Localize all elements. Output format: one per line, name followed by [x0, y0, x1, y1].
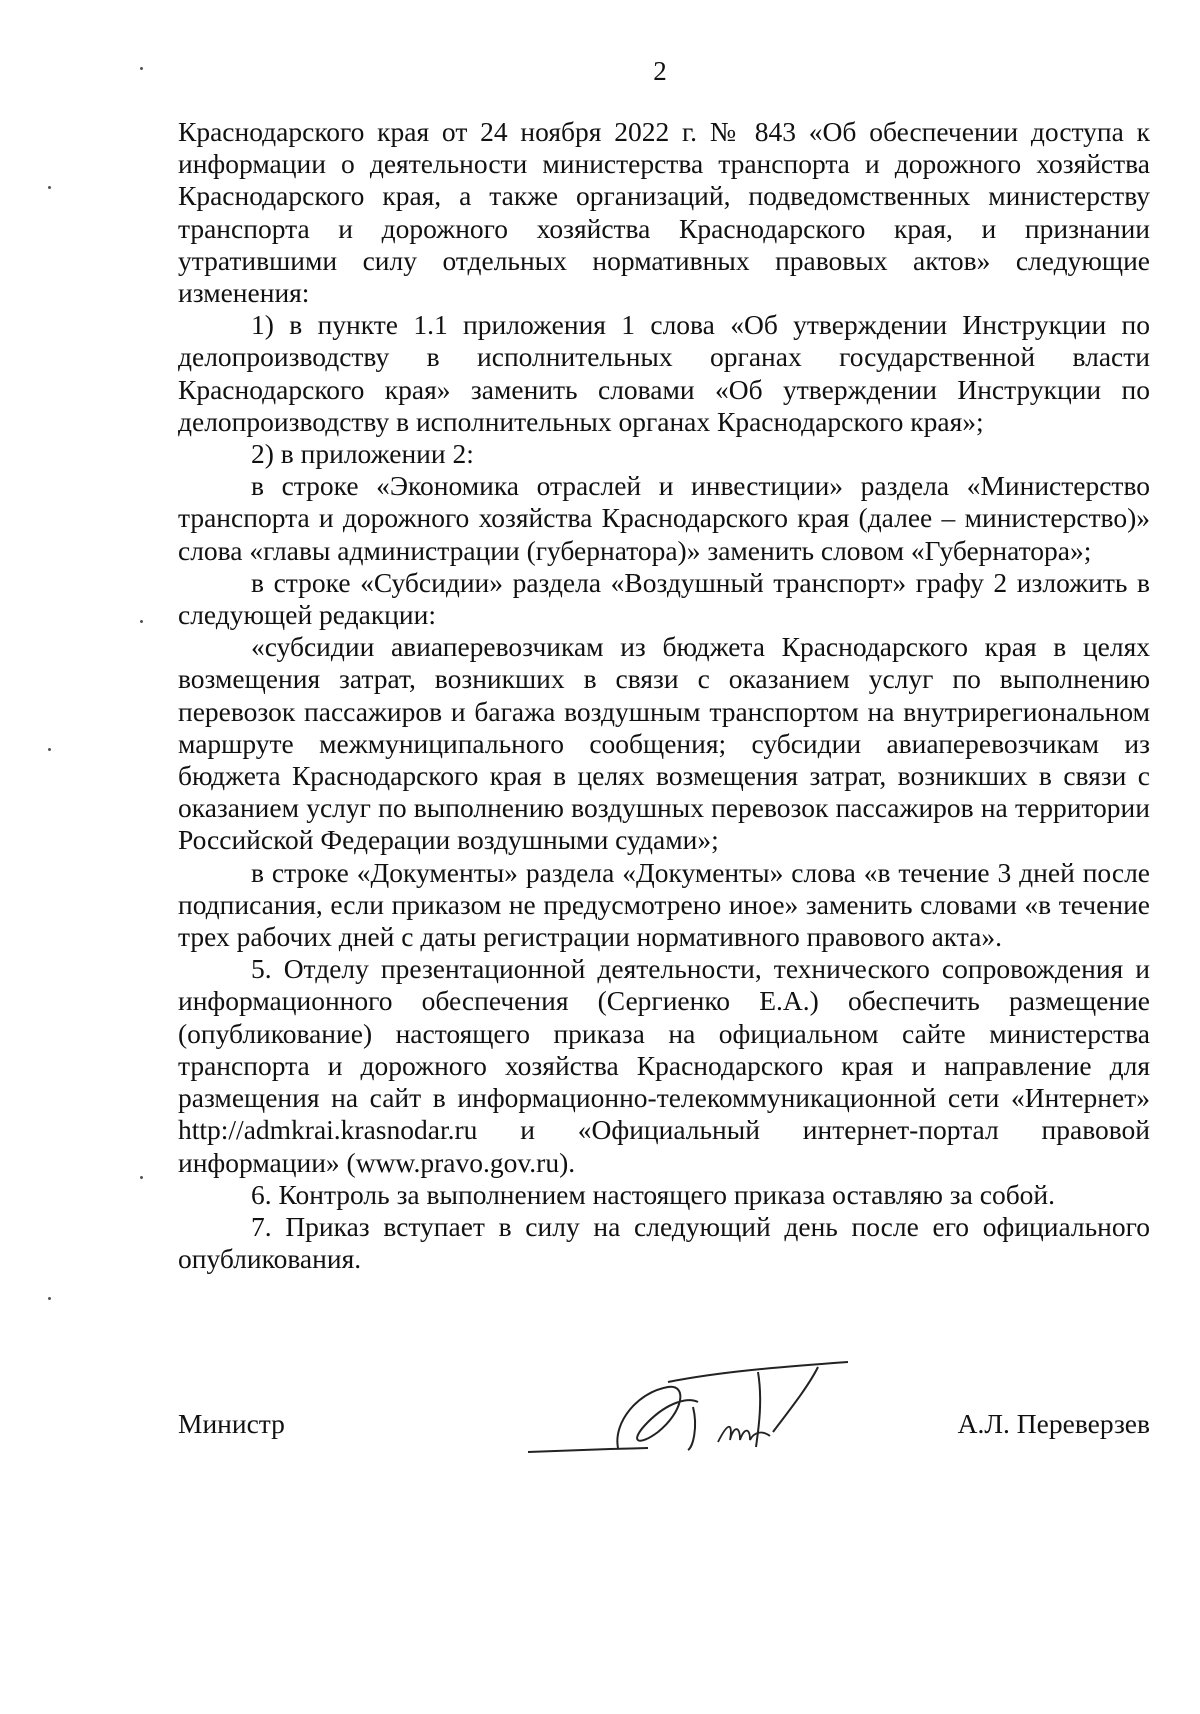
paragraph-item-7: 7. Приказ вступает в силу на следующий день после его официального опубликования.: [178, 1210, 1150, 1275]
paragraph-documents-row: в строке «Документы» раздела «Документы» слова «в течение 3 дней после подписания, если приказом не предусмотрено иное» заменить словами «в течение трех рабочих дней с даты регистрации нормативного правового акта».: [178, 856, 1150, 953]
paragraph-item-6: 6. Контроль за выполнением настоящего приказа оставляю за собой.: [251, 1178, 1056, 1210]
paragraph-item-5: 5. Отделу презентационной деятельности, технического сопровождения и информационного обеспечения (Сергиенко Е.А.) обеспечить размещение (опубликование) настоящего приказа на официальном сайте министерства транспорта и дорожного хозяйства Краснодарского края и направление для размещения на сайт в информационно-телекоммуникационной сети «Интернет» http://admkrai.krasnodar.ru и «Официальный интернет-портал правовой информации» (www.pravo.gov.ru).: [178, 953, 1150, 1178]
page-number: 2: [653, 56, 667, 86]
signatory-name: А.Л. Переверзев: [957, 1408, 1150, 1439]
scan-speck: [48, 748, 51, 751]
scan-speck: [140, 620, 143, 623]
paragraph-subsidies-text: «субсидии авиаперевозчикам из бюджета Краснодарского края в целях возмещения затрат, возникших в связи с оказанием услуг по выполнению перевозок пассажиров и багажа воздушным транспортом на внутрирегиональном маршруте межмуниципального сообщения; субсидии авиаперевозчикам из бюджета Краснодарского края в целях возмещения затрат, возникших в связи с оказанием услуг по выполнению воздушных перевозок пассажиров на территории Российской Федерации воздушными судами»;: [178, 631, 1150, 856]
paragraph-item-1: 1) в пункте 1.1 приложения 1 слова «Об утверждении Инструкции по делопроизводству в исполнительных органах государственной власти Краснодарского края» заменить словами «Об утверждении Инструкции по делопроизводству в исполнительных органах Краснодарского края»;: [178, 309, 1150, 437]
scan-speck: [140, 67, 143, 70]
document-body: [178, 116, 1150, 1275]
handwritten-signature-icon: [518, 1352, 878, 1472]
paragraph-continuation: Краснодарского края от 24 ноября 2022 г. № 843 «Об обеспечении доступа к информации о деятельности министерства транспорта и дорожного хозяйства Краснодарского края, а также организаций, подведомственных министерству транспорта и дорожного хозяйства Краснодарского края, и признании утратившими силу отдельных нормативных правовых актов» следующие изменения:: [178, 116, 1150, 309]
paragraph-economy-row: в строке «Экономика отраслей и инвестиции» раздела «Министерство транспорта и дорожного хозяйства Краснодарского края (далее – министерство)» слова «главы администрации (губернатора)» заменить словом «Губернатора»;: [178, 470, 1150, 566]
paragraph-subsidies-row: в строке «Субсидии» раздела «Воздушный транспорт» графу 2 изложить в следующей редакции:: [178, 566, 1150, 631]
scan-speck: [140, 1176, 143, 1179]
signature-block: [178, 1392, 1150, 1472]
scan-speck: [48, 1297, 51, 1300]
signatory-position: Министр: [178, 1408, 285, 1439]
scan-speck: [48, 186, 51, 189]
paragraph-item-2: 2) в приложении 2:: [251, 438, 474, 470]
